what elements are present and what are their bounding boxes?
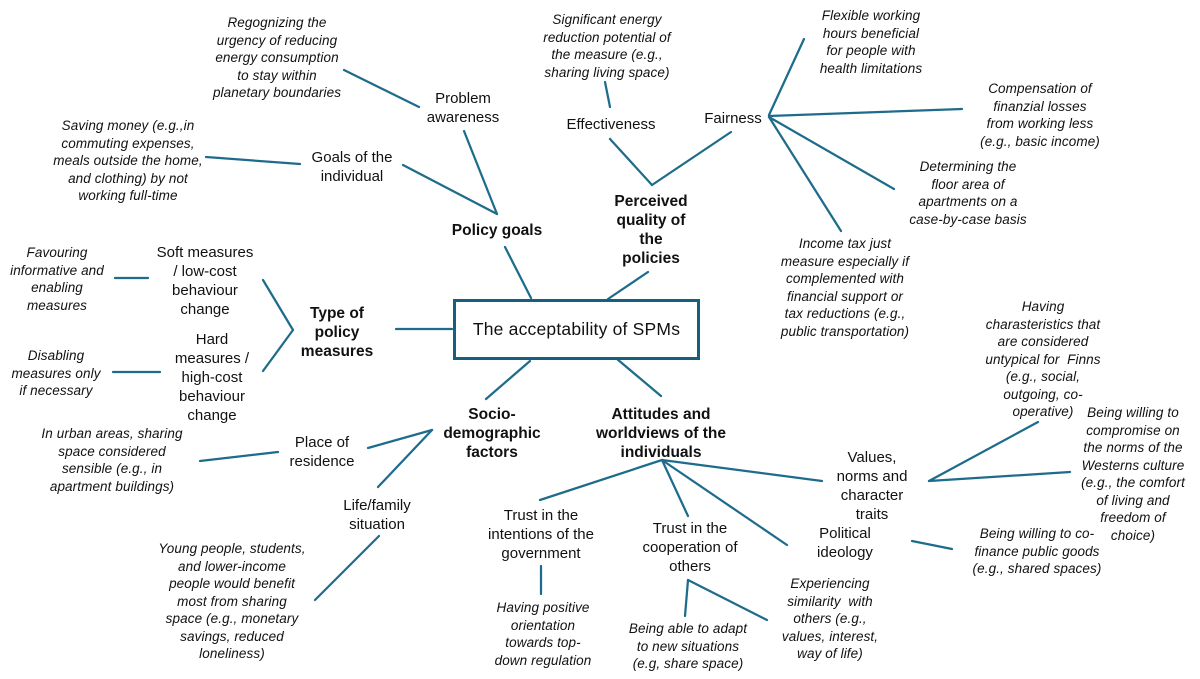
text-line: factors — [466, 444, 518, 461]
edge-goals-individual--policy-goals — [403, 165, 497, 214]
node-flexible-working-note — [820, 7, 922, 77]
text-line: apartments on a — [918, 194, 1018, 209]
text-line: individual — [320, 168, 384, 185]
text-line: Being willing to co- — [979, 526, 1095, 541]
text-line: similarity with — [787, 593, 873, 609]
text-line: compromise on — [1086, 422, 1180, 438]
node-having-charasteristics-note — [985, 298, 1100, 421]
edge-political-ideology--cofinance-note — [912, 541, 952, 549]
node-being-able-note — [629, 620, 747, 673]
text-line: of living and — [1096, 492, 1170, 508]
text-line: Perceived — [614, 193, 688, 210]
text-line: way of life) — [797, 646, 863, 661]
node-life-family — [343, 496, 411, 534]
text-line: Significant energy — [552, 12, 662, 27]
edge-regognizing-note--problem-awareness — [344, 70, 419, 107]
node-significant-energy-note — [543, 11, 671, 81]
edge-attitudes--values-norms — [662, 460, 822, 481]
text-line: and lower-income — [178, 558, 286, 574]
text-line: measures only — [11, 365, 101, 381]
node-trust-cooperation — [642, 519, 737, 576]
text-line: values, interest, — [781, 628, 879, 644]
text-line: to new situations — [636, 638, 740, 654]
text-line: In urban areas, sharing — [41, 426, 183, 441]
central-topic-box — [453, 299, 700, 360]
text-line: measure especially if — [780, 253, 910, 269]
node-place-residence — [289, 433, 354, 471]
text-line: apartment buildings) — [49, 478, 175, 494]
text-line: high-cost — [181, 369, 243, 386]
text-line: untypical for Finns — [985, 351, 1101, 367]
node-regognizing-note — [213, 14, 341, 102]
text-line: Values, — [847, 449, 897, 466]
text-line: enabling — [31, 280, 83, 295]
text-line: awareness — [426, 109, 500, 126]
text-line: (e.g., shared spaces) — [972, 561, 1102, 576]
text-line: individuals — [620, 444, 702, 461]
edge-fairness--compensation-note — [769, 109, 962, 116]
node-income-tax-note — [781, 235, 909, 340]
text-line: for people with — [826, 43, 916, 58]
text-line: public transportation) — [780, 323, 910, 339]
text-line: Westerns culture — [1081, 457, 1185, 473]
text-line: sharing living space) — [544, 64, 670, 80]
edge-perceived-quality--root — [608, 272, 648, 299]
text-line: measures — [300, 343, 374, 360]
node-policy-goals — [452, 221, 542, 240]
text-line: to stay within — [237, 67, 317, 83]
node-determining-note — [909, 158, 1026, 228]
node-values-norms — [837, 448, 908, 524]
edge-root--attitudes — [617, 359, 661, 396]
text-line: demographic — [443, 425, 541, 442]
node-political-ideology — [817, 524, 873, 562]
text-line: Problem — [435, 90, 491, 107]
text-line: space considered — [58, 443, 166, 459]
text-line: Young people, students, — [158, 541, 306, 556]
node-effectiveness — [567, 115, 656, 134]
edge-values-norms--having-charasteristics-note — [929, 422, 1038, 481]
text-line: others — [669, 558, 711, 575]
text-line: Socio- — [468, 406, 516, 423]
text-line: Determining the — [919, 159, 1017, 174]
text-line: operative) — [1012, 404, 1074, 419]
edge-trust-cooperation--experiencing-note — [688, 580, 767, 620]
text-line: (e.g., the comfort — [1081, 475, 1185, 490]
text-line: the — [639, 231, 663, 248]
text-line: and clothing) by not — [68, 170, 188, 186]
edge-hard-measures--type-policy — [263, 330, 293, 371]
text-line: Trust in the — [652, 520, 728, 537]
text-line: traits — [855, 506, 889, 523]
edge-young-people-note--life-family — [315, 536, 379, 600]
text-line: choice) — [1110, 527, 1156, 543]
edge-trust-cooperation--being-able-note — [685, 580, 688, 616]
edge-in-urban-note--place-residence — [200, 452, 278, 461]
text-line: people would benefit — [169, 576, 295, 591]
node-attitudes — [596, 405, 726, 462]
text-line: behaviour — [179, 388, 245, 405]
node-experiencing-note — [782, 575, 878, 663]
text-line: from working less — [986, 116, 1094, 131]
node-compensation-note — [980, 80, 1100, 150]
text-line: Fairness — [704, 110, 762, 127]
text-line: working full-time — [78, 188, 178, 203]
edge-fairness--perceived-quality — [652, 132, 731, 185]
node-in-urban-note — [41, 425, 182, 495]
text-line: norms and — [836, 468, 908, 485]
text-line: commuting expenses, — [61, 135, 195, 151]
text-line: / low-cost — [173, 263, 237, 280]
text-line: meals outside the home, — [53, 153, 203, 168]
text-line: finanzial losses — [993, 98, 1087, 114]
node-fairness — [704, 109, 762, 128]
text-line: Favouring — [26, 245, 88, 260]
text-line: tax reductions (e.g., — [784, 306, 906, 321]
text-line: Income tax just — [798, 236, 892, 251]
text-line: intentions of the — [488, 526, 594, 543]
text-line: hours beneficial — [822, 25, 920, 41]
text-line: Disabling — [27, 348, 85, 363]
node-having-positive-note — [495, 599, 592, 669]
node-soft-measures — [157, 243, 254, 319]
text-line: freedom of — [1100, 510, 1166, 525]
text-line: situation — [349, 516, 405, 533]
node-hard-measures — [175, 330, 249, 425]
text-line: ideology — [817, 544, 873, 561]
text-line: Place of — [294, 434, 350, 451]
text-line: change — [180, 301, 230, 318]
text-line: Policy goals — [451, 222, 543, 239]
text-line: change — [187, 407, 237, 424]
text-line: if necessary — [19, 383, 93, 398]
text-line: Trust in the — [503, 507, 579, 524]
text-line: most from sharing — [177, 593, 287, 609]
node-saving-money-note — [53, 117, 202, 205]
edge-policy-goals--root — [505, 247, 531, 298]
node-trust-intentions — [488, 506, 594, 563]
text-line: Life/family — [343, 497, 411, 514]
node-young-people-note — [158, 540, 305, 663]
edge-fairness--flexible-working-note — [769, 39, 804, 115]
text-line: policy — [314, 324, 360, 341]
text-line: others (e.g., — [793, 611, 867, 626]
central-topic-label: The acceptability of SPMs — [472, 319, 681, 339]
text-line: measures / — [174, 350, 250, 367]
text-line: towards top- — [505, 635, 581, 650]
text-line: planetary boundaries — [212, 85, 342, 100]
edge-root--socio-demographic — [486, 361, 530, 399]
text-line: worldviews of the — [595, 425, 727, 442]
node-compromise-note — [1081, 404, 1185, 544]
text-line: energy consumption — [215, 50, 339, 65]
text-line: policies — [622, 250, 680, 267]
text-line: cooperation of — [642, 539, 738, 556]
text-line: down regulation — [494, 652, 592, 668]
text-line: the measure (e.g., — [551, 47, 663, 62]
text-line: quality of — [616, 212, 686, 229]
text-line: Type of — [310, 305, 364, 322]
text-line: Being able to adapt — [628, 621, 748, 636]
text-line: behaviour — [172, 282, 238, 299]
edge-problem-awareness--policy-goals — [464, 131, 497, 214]
text-line: space (e.g., monetary — [165, 611, 299, 626]
text-line: reduction potential of — [543, 29, 671, 45]
text-line: Political — [819, 525, 871, 542]
node-favouring-note — [10, 244, 104, 314]
text-line: charasteristics that — [985, 316, 1101, 332]
edge-fairness--determining-note — [769, 117, 894, 189]
edge-attitudes--trust-intentions — [540, 460, 662, 500]
text-line: health limitations — [819, 60, 923, 76]
text-line: loneliness) — [199, 646, 265, 661]
text-line: residence — [289, 453, 355, 470]
edge-effectiveness--perceived-quality — [610, 139, 652, 185]
text-line: urgency of reducing — [216, 32, 338, 48]
text-line: floor area of — [931, 176, 1005, 192]
text-line: are considered — [997, 334, 1089, 349]
text-line: Experiencing — [790, 576, 870, 591]
text-line: (e.g., social, — [1005, 369, 1081, 384]
text-line: measures — [26, 297, 88, 313]
node-disabling-note — [11, 347, 100, 400]
text-line: Having — [1021, 299, 1065, 314]
text-line: Hard — [195, 331, 229, 348]
text-line: outgoing, co- — [1003, 386, 1083, 402]
edge-values-norms--compromise-note — [929, 472, 1070, 481]
node-perceived-quality — [614, 192, 687, 268]
edge-saving-money-note--goals-individual — [206, 157, 300, 164]
text-line: orientation — [510, 617, 576, 633]
text-line: savings, reduced — [180, 628, 284, 644]
text-line: character — [840, 487, 904, 504]
text-line: (e.g., basic income) — [980, 133, 1100, 149]
text-line: Goals of the — [311, 149, 393, 166]
text-line: Effectiveness — [566, 116, 656, 133]
edge-significant-energy-note--effectiveness — [605, 82, 610, 107]
node-problem-awareness — [427, 89, 500, 127]
node-goals-individual — [312, 148, 393, 186]
text-line: sensible (e.g., in — [61, 461, 163, 476]
text-line: complemented with — [785, 271, 904, 286]
text-line: financial support or — [786, 288, 904, 304]
text-line: the norms of the — [1083, 440, 1183, 455]
text-line: Attitudes and — [611, 406, 711, 423]
text-line: finance public goods — [974, 543, 1100, 559]
text-line: Regognizing the — [227, 15, 327, 30]
edge-soft-measures--type-policy — [263, 280, 293, 330]
text-line: (e.g, share space) — [632, 656, 744, 671]
node-cofinance-note — [973, 525, 1102, 578]
text-line: case-by-case basis — [909, 211, 1027, 227]
text-line: government — [501, 545, 581, 562]
text-line: Having positive — [496, 600, 590, 615]
text-line: Soft measures — [156, 244, 254, 261]
text-line: Saving money (e.g.,in — [61, 118, 195, 133]
text-line: Being willing to — [1087, 405, 1179, 420]
text-line: Flexible working — [821, 8, 921, 23]
node-type-policy — [301, 304, 373, 361]
node-socio-demographic — [443, 405, 540, 462]
text-line: informative and — [10, 262, 104, 278]
edge-fairness--income-tax-note — [769, 117, 841, 231]
text-line: Compensation of — [988, 81, 1092, 96]
